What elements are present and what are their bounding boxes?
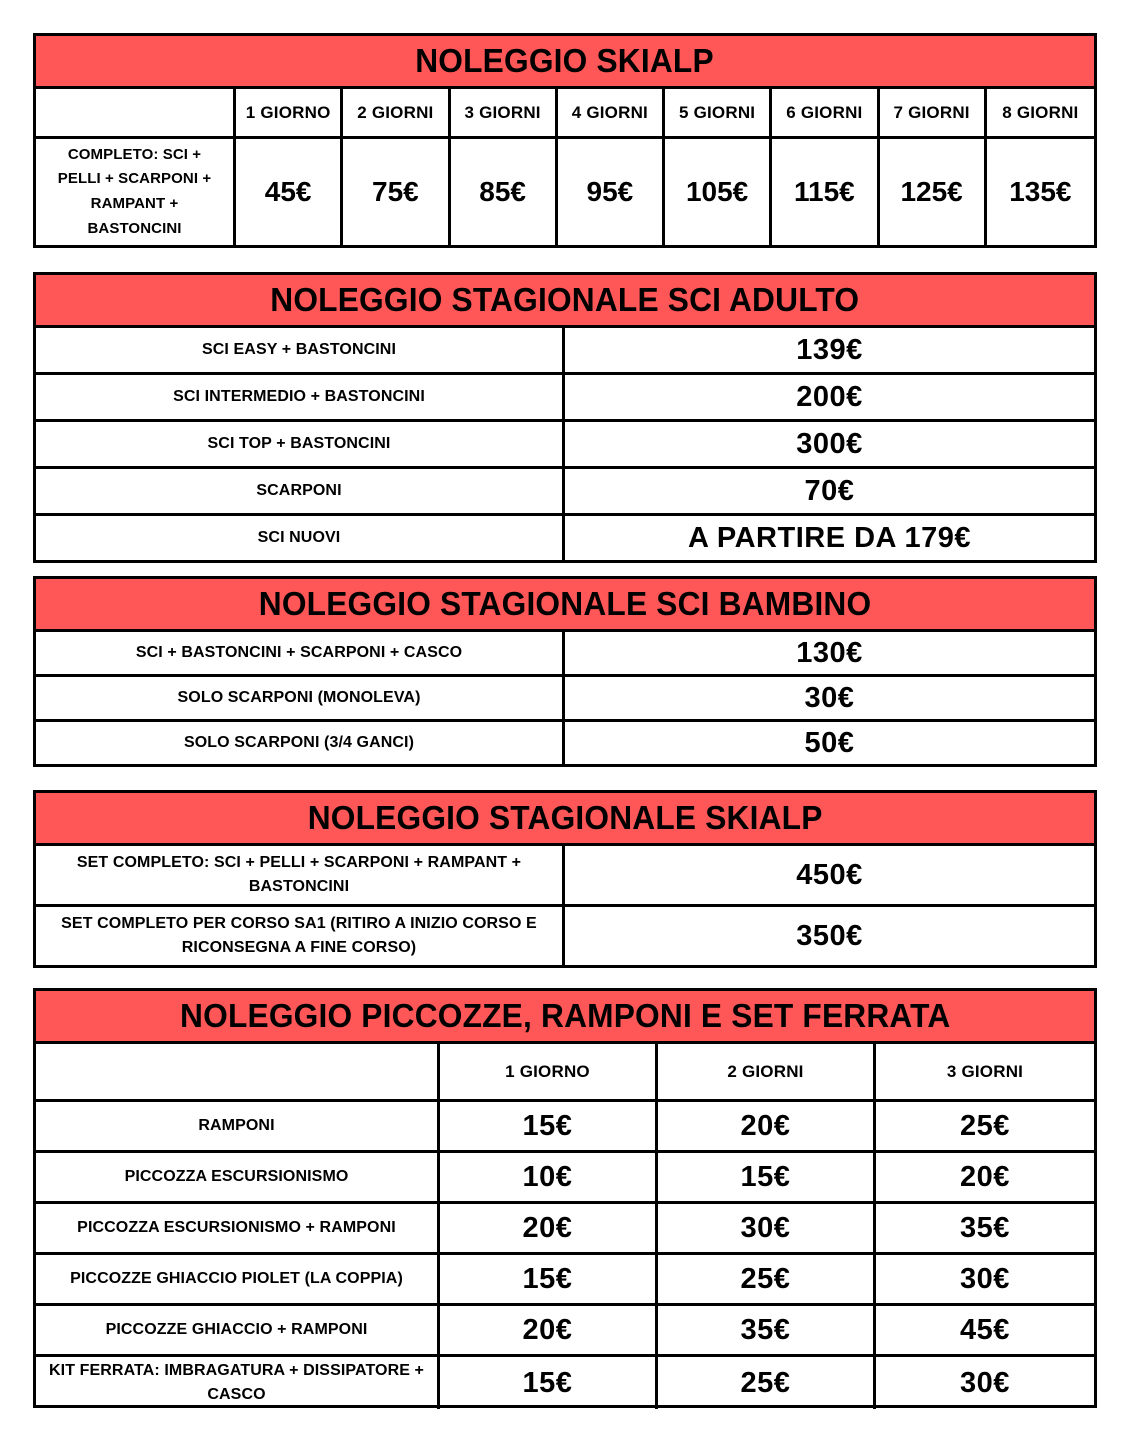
row-label: SCARPONI xyxy=(36,469,565,513)
row-label: SCI + BASTONCINI + SCARPONI + CASCO xyxy=(36,632,565,674)
price-cell: 15€ xyxy=(440,1102,658,1150)
table-title-band xyxy=(36,36,1094,89)
price-cell: 20€ xyxy=(658,1102,876,1150)
price-list-sheet xyxy=(33,33,1097,1408)
table-row xyxy=(36,904,1094,965)
table-noleggio-piccozze-ramponi-set-ferrata xyxy=(33,988,1097,1408)
column-header: 2 GIORNI xyxy=(658,1044,876,1099)
table-body xyxy=(36,632,1094,764)
table-title: NOLEGGIO STAGIONALE SCI BAMBINO xyxy=(258,585,872,622)
price-cell: A PARTIRE DA 179€ xyxy=(688,521,971,554)
table-noleggio-skialp xyxy=(33,33,1097,248)
price-cell: 15€ xyxy=(658,1153,876,1201)
price-cell: 45€ xyxy=(960,1313,1010,1346)
column-header: 3 GIORNI xyxy=(946,1061,1024,1081)
table-row xyxy=(36,1099,1094,1150)
price-cell: 25€ xyxy=(658,1255,876,1303)
table-row xyxy=(36,1252,1094,1303)
table-noleggio-stagionale-skialp xyxy=(33,790,1097,968)
column-header: 1 GIORNO xyxy=(236,89,343,136)
column-header: 1 GIORNO xyxy=(440,1044,658,1099)
price-cell: 30€ xyxy=(960,1262,1010,1295)
column-header: 6 GIORNI xyxy=(772,89,879,136)
price-cell: 139€ xyxy=(796,333,863,366)
price-cell: 115€ xyxy=(772,139,879,245)
price-cell: 35€ xyxy=(960,1211,1010,1244)
row-label: PICCOZZA ESCURSIONISMO + RAMPONI xyxy=(36,1204,440,1252)
price-cell: 350€ xyxy=(796,919,863,952)
price-cell: 10€ xyxy=(440,1153,658,1201)
row-label: SCI EASY + BASTONCINI xyxy=(36,328,565,372)
price-cell: 20€ xyxy=(440,1306,658,1354)
price-cell: 25€ xyxy=(960,1109,1010,1142)
column-header: 5 GIORNI xyxy=(665,89,772,136)
table-row xyxy=(36,136,1094,245)
table-body xyxy=(36,328,1094,560)
row-label: SET COMPLETO PER CORSO SA1 (RITIRO A INIZIO CORSO E RICONSEGNA A FINE CORSO) xyxy=(36,907,565,965)
price-cell: 300€ xyxy=(796,427,863,460)
price-cell: 130€ xyxy=(796,636,863,669)
table-row xyxy=(36,419,1094,466)
price-cell: 450€ xyxy=(796,858,863,891)
price-cell: 35€ xyxy=(658,1306,876,1354)
price-cell: 75€ xyxy=(343,139,450,245)
table-body xyxy=(36,1044,1094,1405)
column-header: 2 GIORNI xyxy=(343,89,450,136)
column-header: 4 GIORNI xyxy=(558,89,665,136)
row-label: SCI NUOVI xyxy=(36,516,565,560)
table-title-band xyxy=(36,991,1094,1044)
column-header: 3 GIORNI xyxy=(451,89,558,136)
price-cell: 30€ xyxy=(658,1204,876,1252)
price-cell: 125€ xyxy=(880,139,987,245)
table-row xyxy=(36,372,1094,419)
row-label: SOLO SCARPONI (MONOLEVA) xyxy=(36,677,565,719)
row-label: SCI TOP + BASTONCINI xyxy=(36,422,565,466)
column-header: 7 GIORNI xyxy=(880,89,987,136)
table-row xyxy=(36,466,1094,513)
price-cell: 30€ xyxy=(804,681,855,714)
table-title-band xyxy=(36,275,1094,328)
row-label: SET COMPLETO: SCI + PELLI + SCARPONI + RAMPANT + BASTONCINI xyxy=(36,846,565,904)
table-noleggio-stagionale-sci-bambino xyxy=(33,576,1097,767)
table-row xyxy=(36,1150,1094,1201)
table-title: NOLEGGIO STAGIONALE SKIALP xyxy=(307,799,823,836)
price-cell: 15€ xyxy=(440,1255,658,1303)
price-cell: 50€ xyxy=(804,726,855,759)
price-cell: 85€ xyxy=(451,139,558,245)
row-label: PICCOZZE GHIACCIO PIOLET (LA COPPIA) xyxy=(36,1255,440,1303)
corner-cell xyxy=(36,89,236,136)
table-body xyxy=(36,846,1094,965)
row-label: SOLO SCARPONI (3/4 GANCI) xyxy=(36,722,565,764)
price-cell: 45€ xyxy=(236,139,343,245)
corner-cell xyxy=(36,1044,440,1099)
table-row xyxy=(36,513,1094,560)
table-row xyxy=(36,328,1094,372)
price-cell: 135€ xyxy=(1009,176,1072,207)
row-label: SCI INTERMEDIO + BASTONCINI xyxy=(36,375,565,419)
table-row xyxy=(36,846,1094,904)
row-label: PICCOZZE GHIACCIO + RAMPONI xyxy=(36,1306,440,1354)
row-label: RAMPONI xyxy=(36,1102,440,1150)
row-label: PICCOZZA ESCURSIONISMO xyxy=(36,1153,440,1201)
price-cell: 70€ xyxy=(804,474,855,507)
table-row xyxy=(36,632,1094,674)
row-label: KIT FERRATA: IMBRAGATURA + DISSIPATORE + CASCO xyxy=(36,1357,440,1409)
table-title: NOLEGGIO SKIALP xyxy=(415,42,715,79)
price-cell: 105€ xyxy=(665,139,772,245)
row-label: COMPLETO: SCI + PELLI + SCARPONI + RAMPANT + BASTONCINI xyxy=(36,139,236,245)
price-cell: 15€ xyxy=(440,1357,658,1409)
price-cell: 20€ xyxy=(440,1204,658,1252)
table-row xyxy=(36,1354,1094,1405)
table-title: NOLEGGIO STAGIONALE SCI ADULTO xyxy=(270,281,860,318)
table-title-band xyxy=(36,793,1094,846)
table-noleggio-stagionale-sci-adulto xyxy=(33,272,1097,563)
column-header-row xyxy=(36,89,1094,136)
column-header-row xyxy=(36,1044,1094,1099)
table-row xyxy=(36,674,1094,719)
table-title: NOLEGGIO PICCOZZE, RAMPONI E SET FERRATA xyxy=(179,997,951,1034)
price-cell: 200€ xyxy=(796,380,863,413)
price-cell: 25€ xyxy=(658,1357,876,1409)
price-cell: 95€ xyxy=(558,139,665,245)
column-header: 8 GIORNI xyxy=(1002,102,1079,122)
table-title-band xyxy=(36,579,1094,632)
price-cell: 20€ xyxy=(960,1160,1010,1193)
table-row xyxy=(36,1201,1094,1252)
price-cell: 30€ xyxy=(960,1366,1010,1399)
table-row xyxy=(36,719,1094,764)
table-row xyxy=(36,1303,1094,1354)
table-body xyxy=(36,89,1094,245)
